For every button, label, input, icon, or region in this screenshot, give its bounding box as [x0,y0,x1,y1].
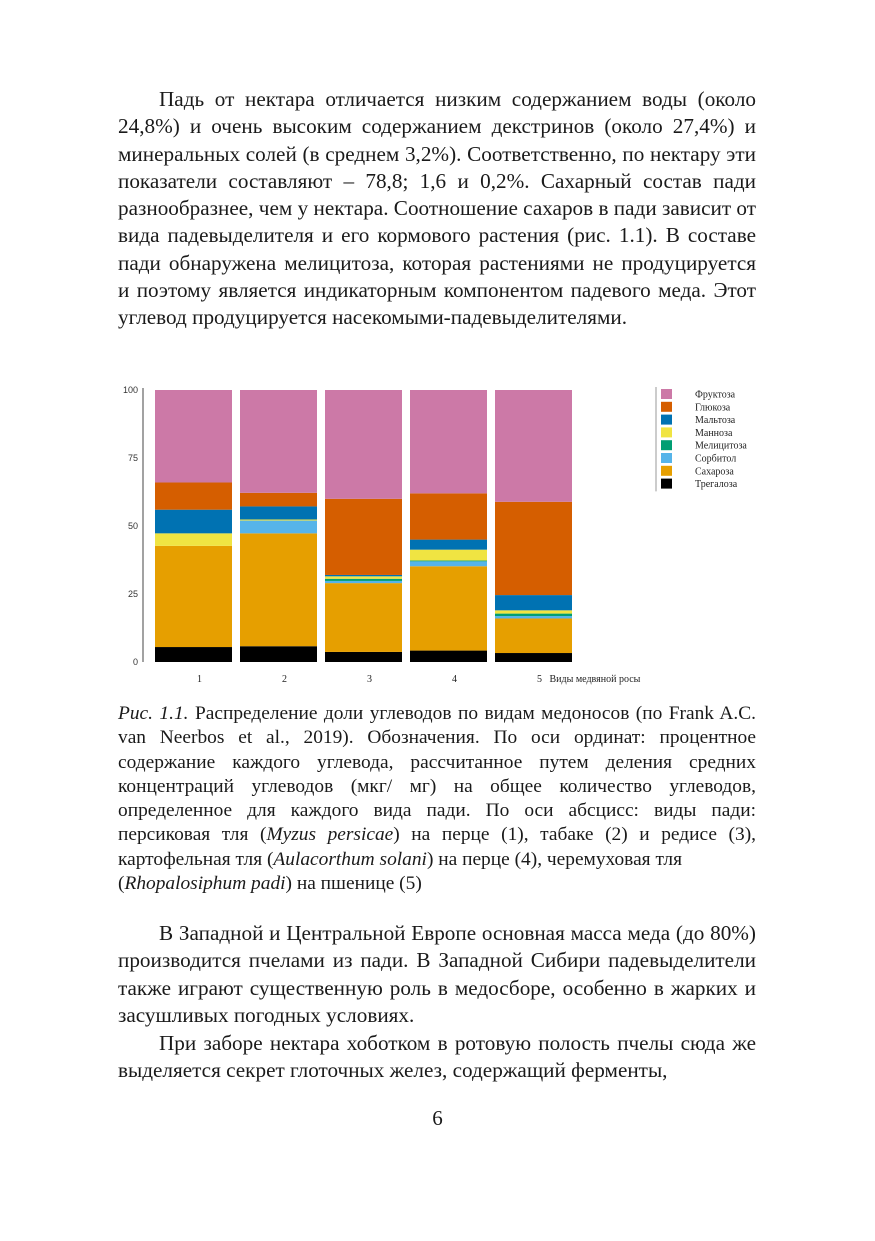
caption-species-1: Myzus persicae [266,824,394,846]
caption-species-2: Aulacorthum solani [273,848,427,870]
bar-segment [410,566,487,650]
y-axis [123,385,143,667]
body-text-bottom [118,920,756,1085]
legend-swatch [661,453,672,463]
bar-segment [495,595,572,610]
x-tick-label: 2 [282,674,287,685]
page-number: 6 [432,1106,443,1130]
bar-segment [325,390,402,499]
caption-text-1: Распределение доли углеводов по видам медоносов (по Frank A.C. van Neerbos et al., 2019). Обозначения. По оси ординат: процентное содержание каждого углевода, рассчитанное путем деления средних концентраций углеводов (мкг/ мг) на общее количество углеводов, определенное для каждого вида пади. По оси абсцисс: виды пади: персиковая тля ( [118,703,756,846]
bar-segment [410,561,487,562]
paragraph-2: В Западной и Центральной Европе основная масса меда (до 80%) производится пчелами из пади. В Западной Сибири падевыделители также играют существенную роль в медосборе, особенно в жарких и засушливых погодных условиях. [118,921,756,1027]
caption-label: Рис. 1.1. [118,703,189,724]
bar-segment [410,651,487,662]
bar-segment [240,493,317,507]
bar-segment [410,390,487,493]
legend-label: Сахароза [695,466,734,478]
bar-segment [410,561,487,566]
legend-swatch [661,402,672,412]
legend-swatch [661,479,672,489]
x-axis-title: Виды медвяной росы [549,674,641,685]
figure-caption [118,702,756,896]
bar-segment [325,576,402,578]
bar-segment [325,575,402,576]
bar-segment [325,499,402,575]
legend-label: Мелицитоза [695,440,747,452]
legend-label: Фруктоза [695,389,736,401]
y-tick-label: 0 [132,657,138,667]
legend-label: Сорбитол [695,453,737,465]
caption-last-line [118,872,756,896]
x-tick-label: 3 [367,674,372,685]
bar-segment [495,618,572,653]
legend-swatch [661,415,672,425]
bar-segment [495,502,572,595]
bar-segment [495,614,572,616]
bar-segment [240,506,317,519]
caption-text-2: ) на перце (1), табаке (2) и редисе (3), картофельная тля ( [118,824,756,870]
bar-segment [325,583,402,652]
body-text-top [118,86,756,332]
bar-segment [410,540,487,550]
bar-segment [240,390,317,493]
caption-text-3: ) на перце (4), черемуховая тля [426,848,683,870]
bar-segment [155,647,232,662]
caption-text-4: ) на пшенице (5) [285,873,422,895]
bar-segment [325,579,402,581]
bar-segment [495,616,572,618]
bar-segment [495,610,572,613]
bar-segment [240,519,317,520]
x-axis-labels [197,674,641,685]
legend-swatch [661,427,672,437]
bar-segment [155,546,232,647]
legend-label: Трегалоза [695,479,738,491]
legend-swatch [661,389,672,399]
bar-segment [410,550,487,561]
y-tick-label: 50 [127,521,138,531]
caption-species-3: Rhopalosiphum padi [124,873,286,895]
paragraph-1: Падь от нектара отличается низким содержанием воды (около 24,8%) и очень высоким содержанием декстринов (около 27,4%) и минеральных солей (в среднем 3,2%). Соответственно, по нектару эти показатели составляют – 78,8; 1,6 и 0,2%. Сахарный состав пади разнообразнее, чем у нектара. Соотношение сахаров в пади зависит от вида падевыделителя и его кормового растения (рис. 1.1). В составе пади обнаружена мелицитоза, которая растениями не продуцируется и поэтому является индикаторным компонентом падевого меда. Этот углевод продуцируется насекомыми-падевыделителями. [118,87,756,330]
x-tick-label: 5 [537,674,542,685]
y-tick-label: 100 [122,385,138,395]
legend-label: Мальтоза [695,415,736,427]
legend-swatch [661,440,672,450]
bar-segment [155,510,232,534]
carbohydrate-stacked-bar-chart [118,382,758,694]
bar-segment [410,493,487,539]
bar-segment [325,652,402,662]
x-tick-label: 1 [197,674,202,685]
bars [155,390,572,662]
y-tick-label: 75 [127,453,138,463]
legend-swatch [661,466,672,476]
legend-label: Глюкоза [695,402,731,414]
bar-segment [155,390,232,482]
legend [656,387,747,491]
bar-segment [325,581,402,583]
bar-segment [240,646,317,662]
bar-segment [495,390,572,502]
bar-segment [155,482,232,509]
bar-segment [240,533,317,646]
paragraph-3: При заборе нектара хоботком в ротовую полость пчелы сюда же выделяется секрет глоточных желез, содержащий ферменты, [118,1031,756,1083]
bar-segment [155,533,232,546]
x-tick-label: 4 [452,674,457,685]
y-tick-label: 25 [127,589,138,599]
bar-segment [240,521,317,534]
caption-paren-open: ( [118,873,125,895]
bar-segment [495,653,572,662]
legend-label: Манноза [695,427,733,439]
